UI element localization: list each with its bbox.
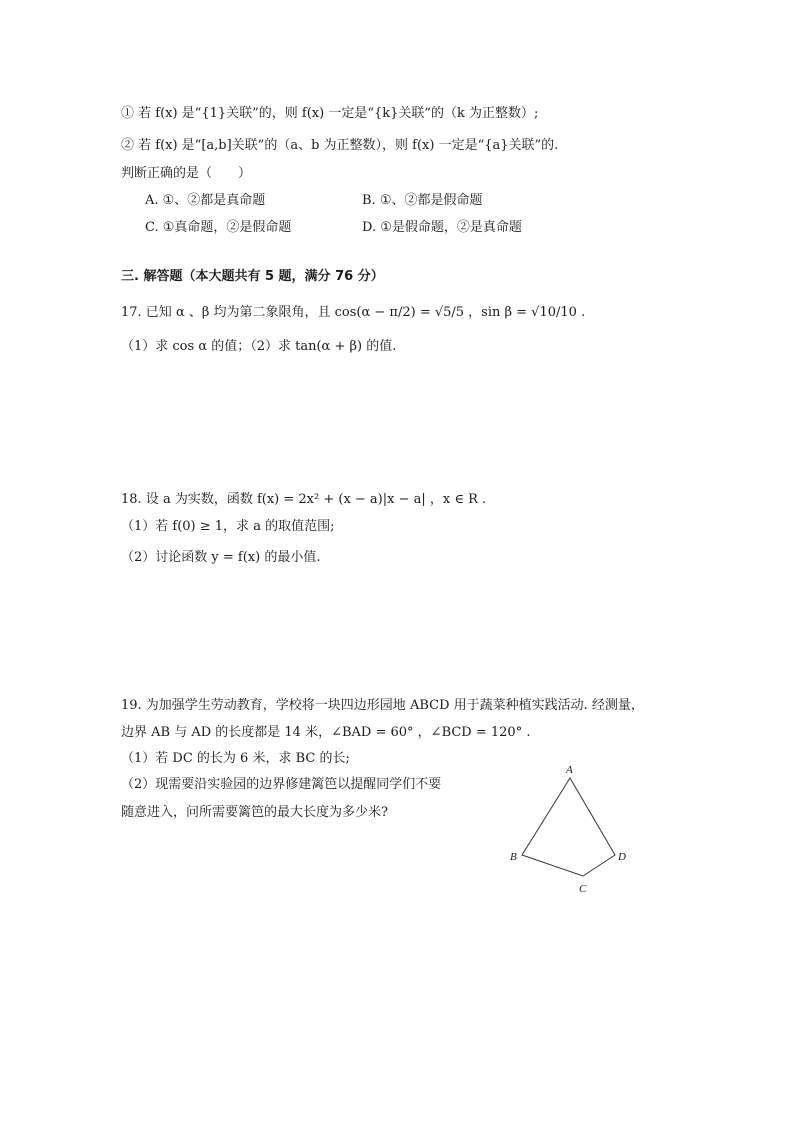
q17-stem: 17. 已知 α 、β 均为第二象限角，且 cos(α − π/2) = √5/5 ，sin β = √10/10 . — [121, 305, 586, 320]
q19-stem-line2: 边界 AB 与 AD 的长度都是 14 米，∠BAD = 60° ，∠BCD = 120° . — [121, 725, 531, 740]
quadrilateral-outline — [522, 778, 615, 876]
q19-stem-line1: 19. 为加强学生劳动教育，学校将一块四边形园地 ABCD 用于蔬菜种植实践活动. 经测量， — [121, 698, 644, 713]
q19-part1: （1）若 DC 的长为 6 米，求 BC 的长; — [121, 751, 350, 766]
q18-part2: （2）讨论函数 y = f(x) 的最小值. — [121, 550, 321, 565]
statement-2: ② 若 f(x) 是“[a,b]关联”的（a、b 为正整数），则 f(x) 一定是“{a}关联”的. — [121, 138, 559, 153]
q19-part2-line1: （2）现需要沿实验园的边界修建篱笆以提醒同学们不要 — [121, 777, 442, 792]
q18-stem: 18. 设 a 为实数，函数 f(x) = 2x² + (x − a)|x − a| ，x ∈ R . — [121, 492, 487, 507]
q18-part1: （1）若 f(0) ≥ 1，求 a 的取值范围; — [121, 519, 335, 534]
q19-part2-line2: 随意进入，问所需要篱笆的最大长度为多少米? — [121, 805, 388, 820]
section-title: 三. 解答题（本大题共有 5 题，满分 76 分） — [121, 269, 384, 284]
vertex-label-b: B — [510, 851, 517, 863]
judge-prompt: 判断正确的是（ ） — [121, 166, 252, 181]
quadrilateral-figure — [500, 758, 640, 898]
option-c: C. ①真命题，②是假命题 — [145, 220, 292, 235]
vertex-label-c: C — [579, 883, 587, 895]
statement-1: ① 若 f(x) 是“{1}关联”的，则 f(x) 一定是“{k}关联”的（k 为正整数）; — [121, 106, 539, 121]
q17-parts: （1）求 cos α 的值；（2）求 tan(α + β) 的值. — [121, 339, 397, 354]
option-b: B. ①、②都是假命题 — [362, 193, 483, 208]
vertex-label-d: D — [618, 851, 626, 863]
option-a: A. ①、②都是真命题 — [145, 193, 266, 208]
vertex-label-a: A — [566, 764, 573, 776]
option-d: D. ①是假命题，②是真命题 — [362, 220, 522, 235]
